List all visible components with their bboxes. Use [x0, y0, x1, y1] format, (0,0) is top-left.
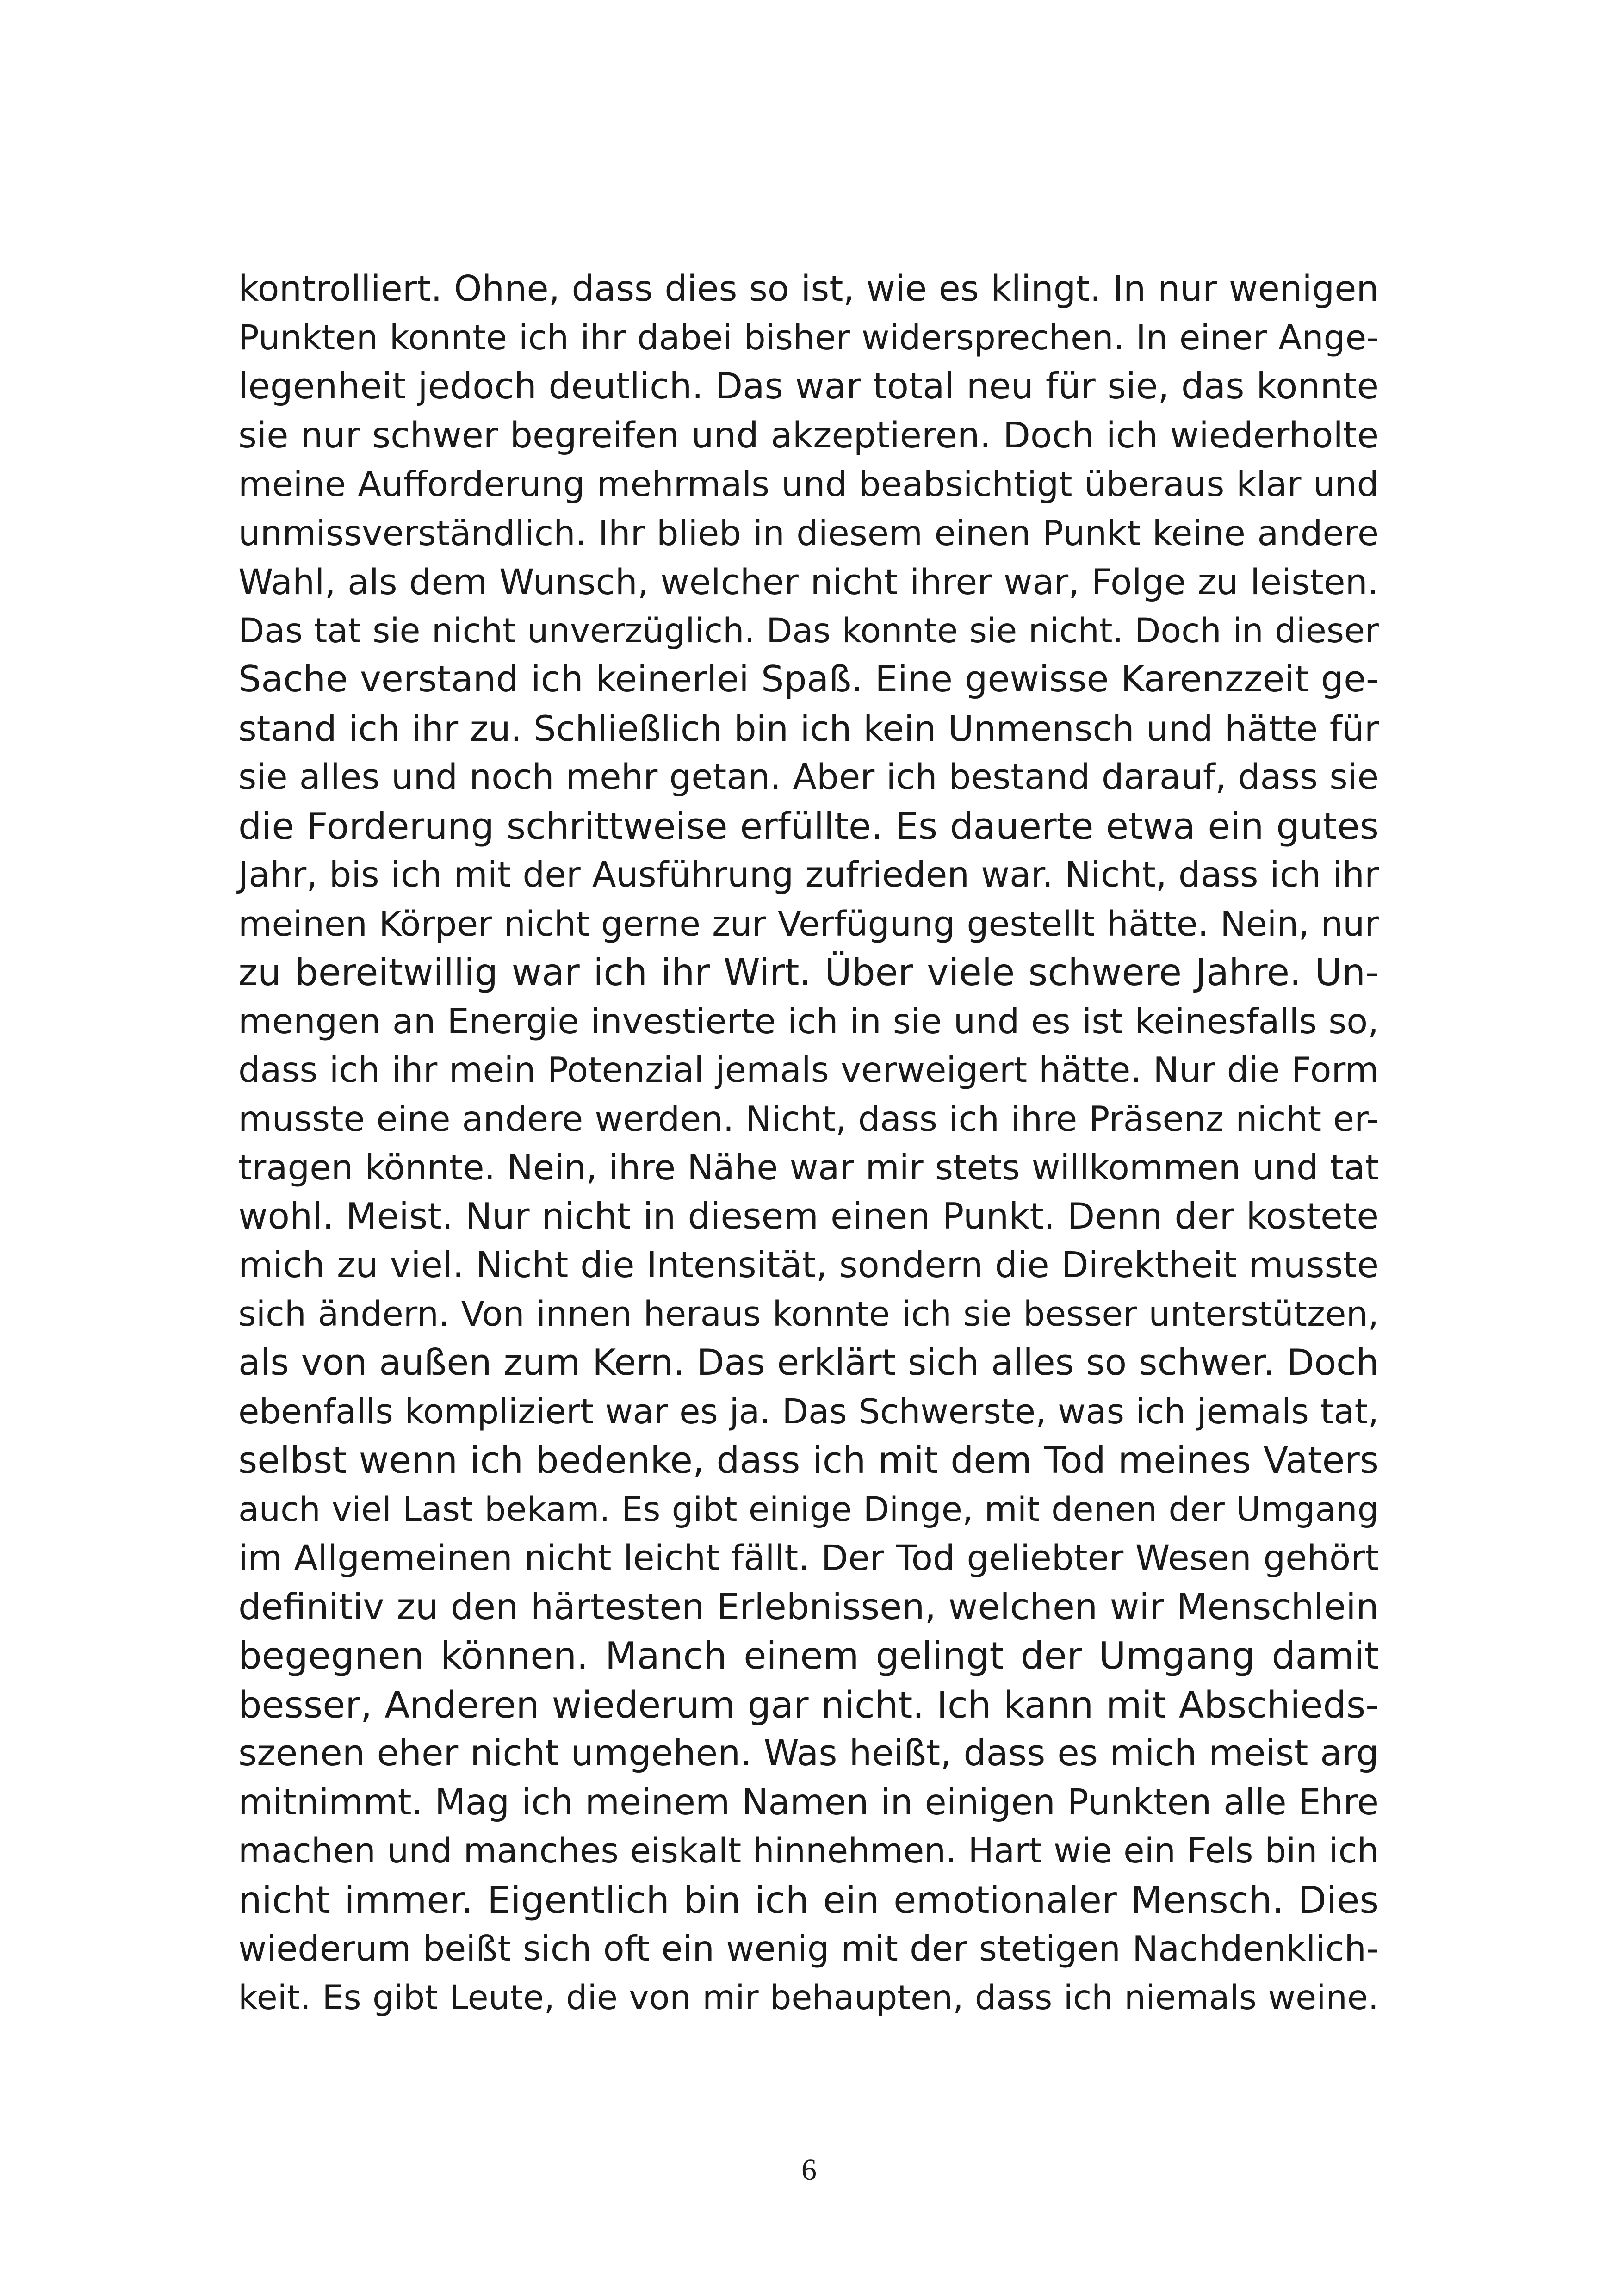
text-line-33: machen und manches eiskalt hinnehmen. Hart wie ein Fels bin ich [238, 1831, 1379, 1871]
text-line-30: besser, Anderen wiederum gar nicht. Ich kann mit Abschieds- [238, 1683, 1379, 1726]
text-line-32: mitnimmt. Mag ich meinem Namen in einigen Punkten alle Ehre [238, 1781, 1379, 1823]
text-line-19: tragen könnte. Nein, ihre Nähe war mir stets willkommen und tat [238, 1147, 1379, 1188]
text-line-14: meinen Körper nicht gerne zur Verfügung gestellt hätte. Nein, nur [238, 903, 1379, 944]
text-line-25: selbst wenn ich bedenke, dass ich mit dem Tod meines Vaters [238, 1439, 1379, 1482]
text-line-7: Wahl, als dem Wunsch, welcher nicht ihrer war, Folge zu leisten. [238, 561, 1379, 602]
body-text [238, 265, 1379, 2022]
text-line-10: stand ich ihr zu. Schließlich bin ich kein Unmensch und hätte für [238, 707, 1379, 749]
text-line-15: zu bereitwillig war ich ihr Wirt. Über viele schwere Jahre. Un- [238, 951, 1379, 994]
text-line-31: szenen eher nicht umgehen. Was heißt, dass es mich meist arg [238, 1732, 1379, 1774]
text-line-23: als von außen zum Kern. Das erklärt sich alles so schwer. Doch [238, 1342, 1379, 1384]
text-line-24: ebenfalls kompliziert war es ja. Das Schwerste, was ich jemals tat, [238, 1392, 1379, 1432]
text-line-17: dass ich ihr mein Potenzial jemals verweigert hätte. Nur die Form [238, 1049, 1379, 1090]
page-number: 6 [801, 2153, 817, 2187]
text-line-11: sie alles und noch mehr getan. Aber ich bestand darauf, dass sie [238, 757, 1379, 797]
text-line-20: wohl. Meist. Nur nicht in diesem einen Punkt. Denn der kostete [238, 1195, 1379, 1237]
text-line-6: unmissverständlich. Ihr blieb in diesem einen Punkt keine andere [238, 512, 1379, 553]
text-line-22: sich ändern. Von innen heraus konnte ich sie besser unterstützen, [238, 1294, 1379, 1334]
text-line-13: Jahr, bis ich mit der Ausführung zufrieden war. Nicht, dass ich ihr [238, 854, 1379, 895]
text-line-18: musste eine andere werden. Nicht, dass ich ihre Präsenz nicht er- [238, 1098, 1379, 1139]
text-line-5: meine Aufforderung mehrmals und beabsichtigt überaus klar und [238, 464, 1379, 504]
text-line-28: definitiv zu den härtesten Erlebnissen, welchen wir Menschlein [238, 1586, 1379, 1628]
text-line-29: begegnen können. Manch einem gelingt der Umgang damit [238, 1634, 1379, 1677]
text-line-1: kontrolliert. Ohne, dass dies so ist, wie es klingt. In nur wenigen [238, 268, 1379, 310]
text-line-3: legenheit jedoch deutlich. Das war total neu für sie, das konnte [238, 366, 1379, 407]
text-line-21: mich zu viel. Nicht die Intensität, sondern die Direktheit musste [238, 1245, 1379, 1286]
text-line-9: Sache verstand ich keinerlei Spaß. Eine gewisse Karenzzeit ge- [238, 658, 1379, 700]
text-line-8: Das tat sie nicht unverzüglich. Das konnte sie nicht. Doch in dieser [238, 611, 1379, 651]
text-line-36: keit. Es gibt Leute, die von mir behaupten, dass ich niemals weine. [238, 1978, 1379, 2017]
text-line-2: Punkten konnte ich ihr dabei bisher widersprechen. In einer Ange- [238, 317, 1379, 358]
text-line-12: die Forderung schrittweise erfüllte. Es dauerte etwa ein gutes [238, 804, 1379, 848]
text-line-27: im Allgemeinen nicht leicht fällt. Der Tod geliebter Wesen gehört [238, 1538, 1379, 1578]
text-line-16: mengen an Energie investierte ich in sie und es ist keinesfalls so, [238, 1000, 1379, 1042]
text-line-35: wiederum beißt sich oft ein wenig mit der stetigen Nachdenklich- [238, 1928, 1379, 1969]
text-line-26: auch viel Last bekam. Es gibt einige Dinge, mit denen der Umgang [238, 1489, 1379, 1529]
text-line-34: nicht immer. Eigentlich bin ich ein emotionaler Mensch. Dies [238, 1878, 1379, 1922]
text-line-4: sie nur schwer begreifen und akzeptieren. Doch ich wiederholte [238, 415, 1379, 456]
